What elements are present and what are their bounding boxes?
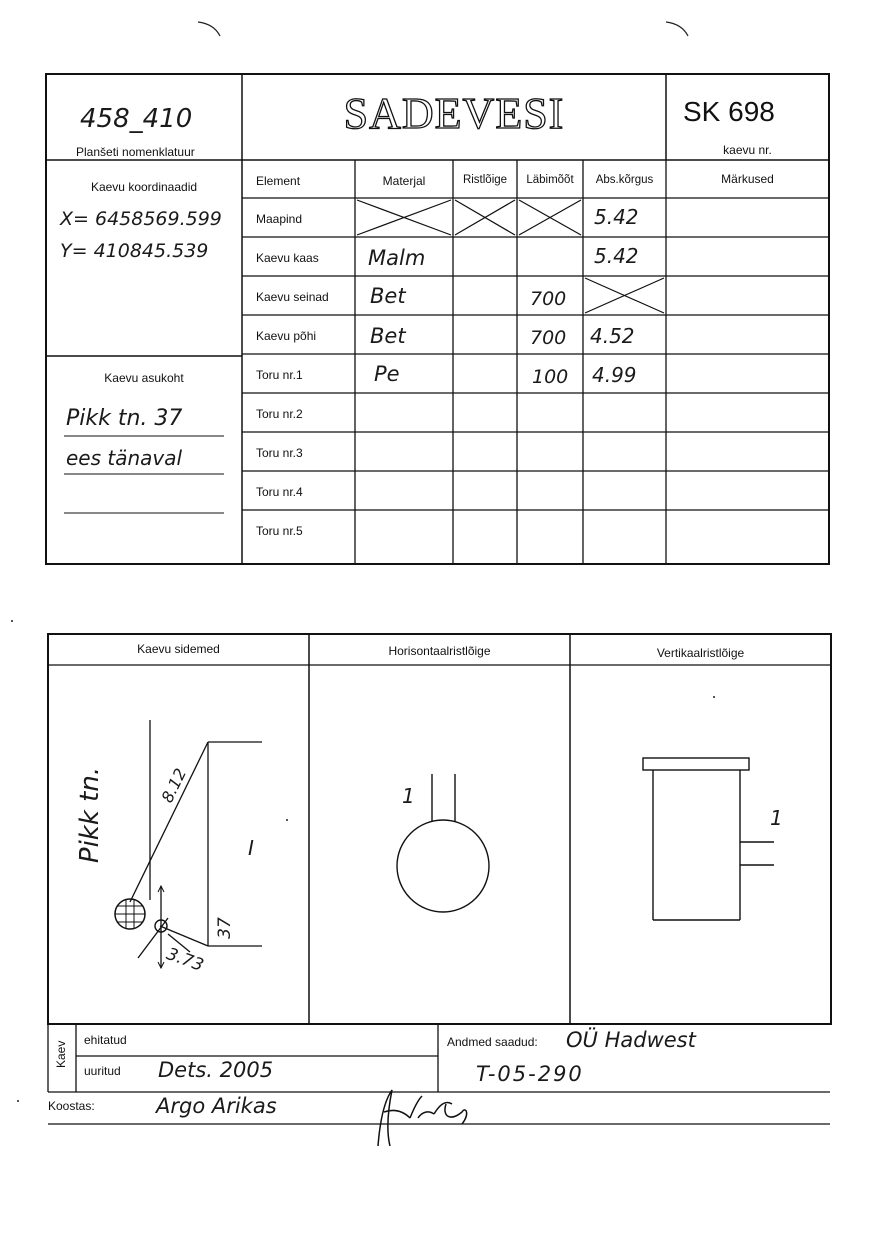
surveyed-label: uuritud	[84, 1064, 121, 1078]
sheet-number: 458_410	[80, 104, 193, 134]
table-row-diameter: 700	[530, 288, 567, 310]
horizontal-section-label: Horisontaalristlõige	[388, 644, 491, 658]
table-row-height: 4.99	[592, 363, 637, 387]
coordinates-label: Kaevu koordinaadid	[90, 180, 198, 194]
location-line1: Pikk tn. 37	[66, 406, 183, 431]
built-label: ehitatud	[84, 1033, 127, 1047]
table-row-material: Bet	[370, 284, 406, 308]
table-row-element: Maapind	[256, 212, 303, 226]
vertical-section-sketch	[643, 758, 774, 920]
table-row-element: Kaevu seinad	[256, 290, 329, 304]
col-section: Ristlõige	[462, 174, 508, 186]
dim-diagonal: 8.12	[157, 765, 191, 806]
data-source-reference: T-05-290	[476, 1062, 584, 1086]
table-row-element: Toru nr.4	[256, 485, 303, 499]
table-row-height: 5.42	[594, 205, 639, 229]
table-row-element: Kaevu kaas	[256, 251, 319, 265]
table-row-element: Toru nr.3	[256, 446, 303, 460]
surveyed-value: Dets. 2005	[158, 1058, 274, 1082]
coordinate-x: X= 6458569.599	[60, 208, 222, 230]
table-row-diameter: 700	[530, 327, 567, 349]
col-height: Abs.kõrgus	[595, 174, 654, 186]
table-row-element: Toru nr.5	[256, 524, 303, 538]
data-source-label: Andmed saadud:	[447, 1035, 538, 1049]
well-label: Kaev	[54, 1040, 68, 1068]
pipe-number-vertical: 1	[770, 806, 783, 830]
sheet-label: Planšeti nomenklatuur	[76, 145, 195, 159]
punch-hole-right	[666, 22, 688, 36]
data-source-value: OÜ Hadwest	[566, 1028, 696, 1052]
well-number-label: kaevu nr.	[723, 143, 772, 157]
pipe-number-horizontal: 1	[402, 784, 415, 808]
signature-image	[378, 1090, 467, 1146]
table-row-element: Toru nr.2	[256, 407, 303, 421]
col-diameter: Läbimõõt	[526, 174, 574, 186]
well-number: SK 698	[683, 96, 775, 127]
location-line2: ees tänaval	[66, 446, 183, 470]
ties-sketch	[115, 720, 262, 968]
ties-label: Kaevu sidemed	[137, 642, 220, 656]
dim-house: 37	[214, 917, 235, 939]
table-row-height: 4.52	[590, 324, 635, 348]
table-row-diameter: 100	[532, 366, 569, 388]
col-notes: Märkused	[721, 172, 774, 186]
page-title: SADEVESI	[343, 89, 565, 138]
compiled-label: Koostas:	[48, 1099, 95, 1113]
table-row-element: Kaevu põhi	[256, 329, 317, 343]
location-label: Kaevu asukoht	[104, 371, 184, 385]
street-label: Pikk tn.	[75, 766, 105, 864]
coordinate-y: Y= 410845.539	[60, 240, 209, 262]
punch-hole-left	[198, 22, 220, 36]
table-row-material: Malm	[368, 246, 426, 270]
col-material: Materjal	[382, 174, 426, 188]
house-mark: I	[248, 836, 254, 860]
table-row-material: Bet	[370, 324, 406, 348]
compiled-value: Argo Arikas	[156, 1094, 277, 1118]
col-element: Element	[256, 174, 301, 188]
vertical-section-label: Vertikaalristlõige	[656, 646, 745, 660]
dim-small: 3.73	[163, 944, 207, 976]
table-row-material: Pe	[374, 362, 400, 386]
table-row-element: Toru nr.1	[256, 368, 303, 382]
table-row-height: 5.42	[594, 244, 639, 268]
